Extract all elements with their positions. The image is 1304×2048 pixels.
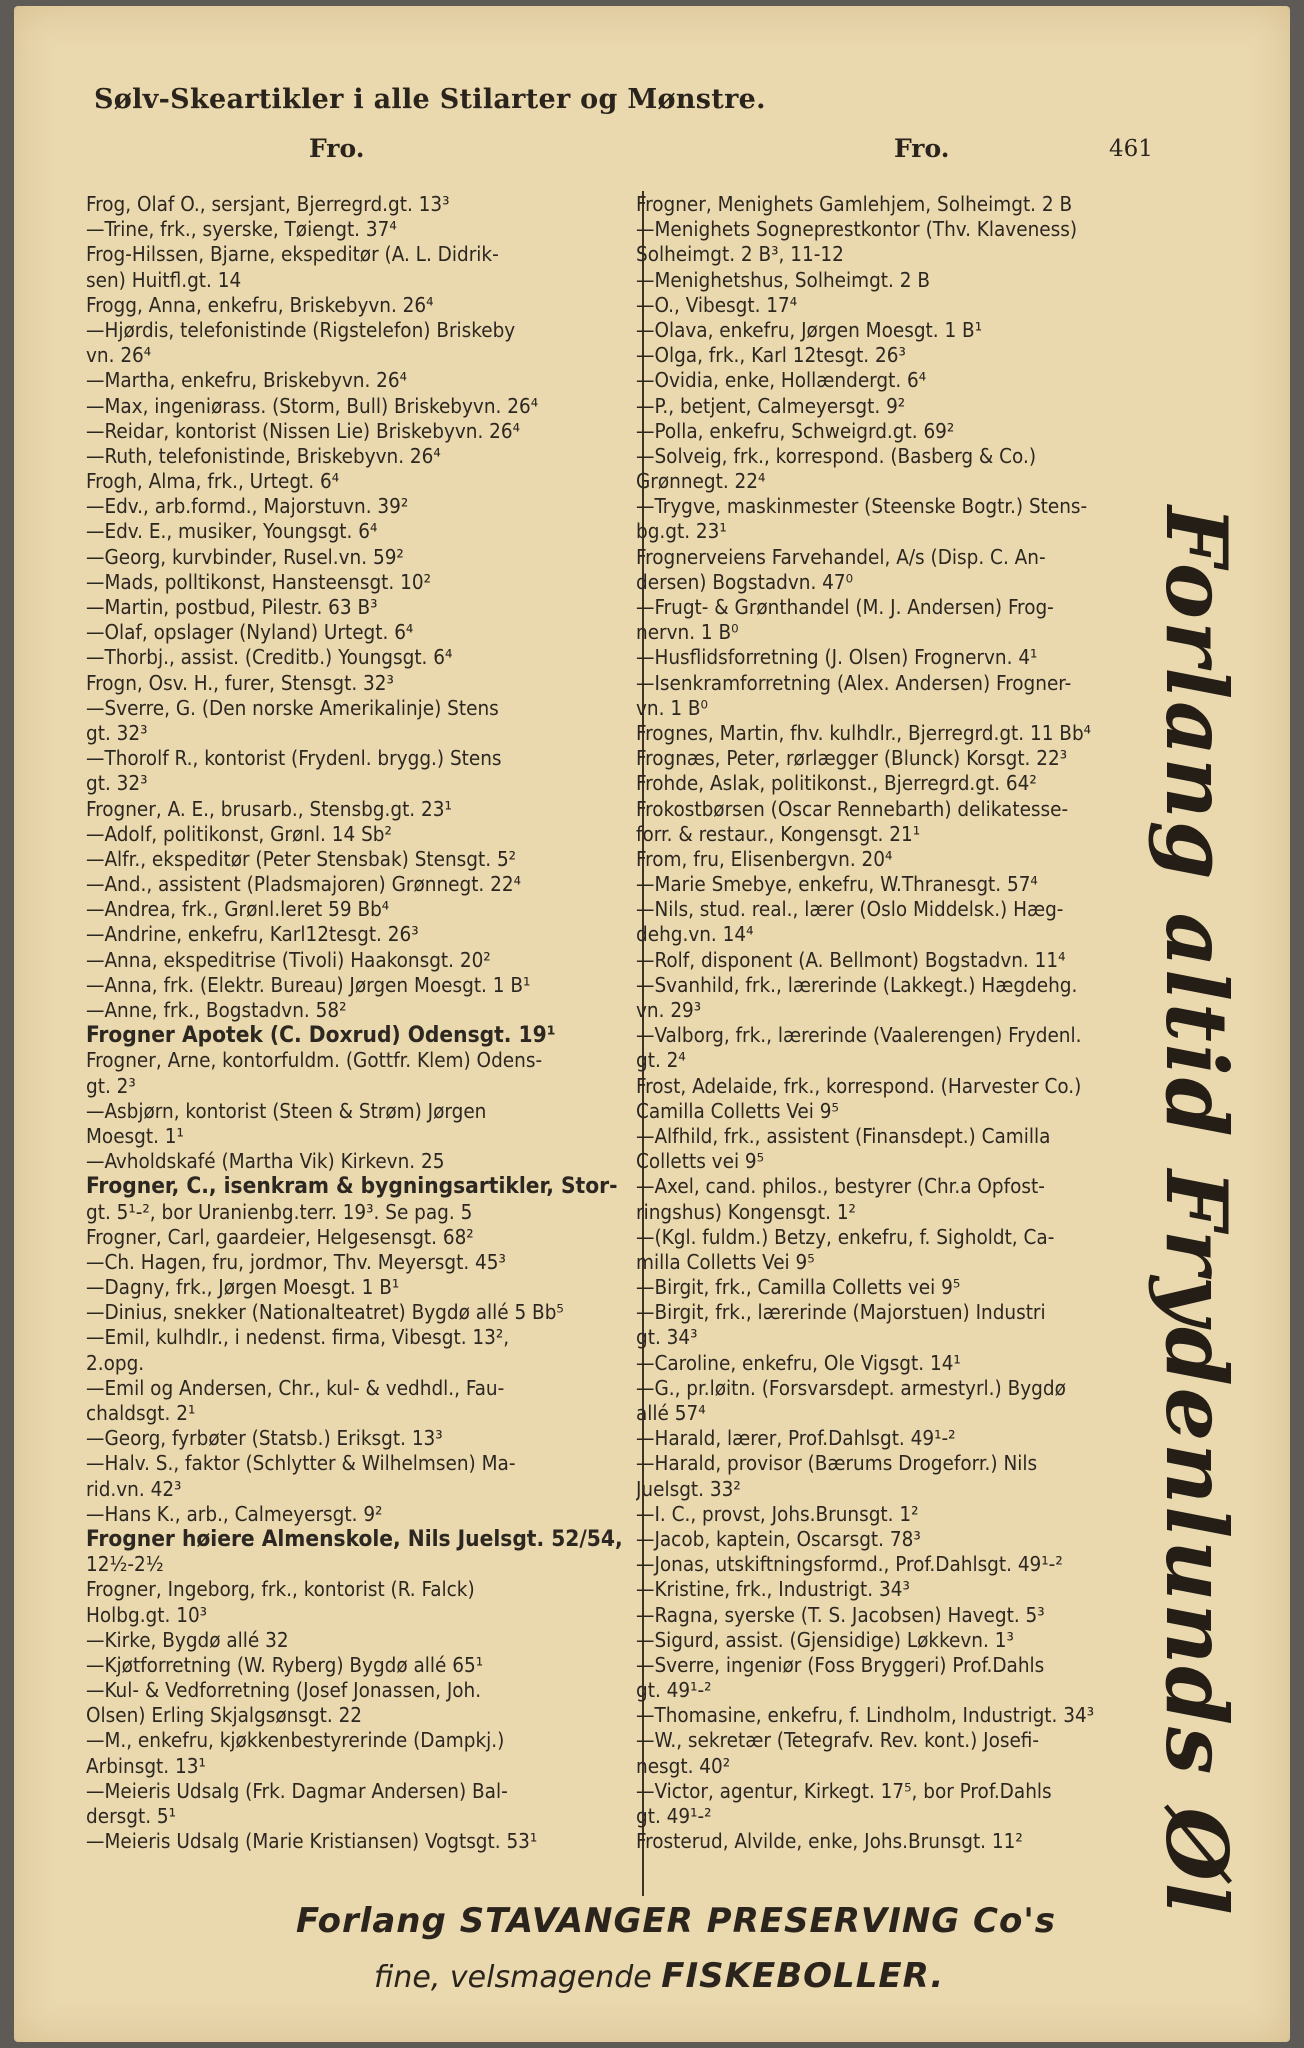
directory-entry-line: —Meieris Udsalg (Frk. Dagmar Andersen) Bal- [86, 1778, 508, 1803]
directory-entry-line: rid.vn. 42³ [86, 1476, 182, 1501]
directory-entry-line: —Edv., arb.formd., Majorstuvn. 39² [86, 494, 409, 519]
directory-entry-line: Frost, Adelaide, frk., korrespond. (Harvester Co.) [636, 1073, 1082, 1098]
directory-entry-line: —Kjøtforretning (W. Ryberg) Bygdø allé 65¹ [86, 1652, 484, 1677]
directory-entry-line: allé 57⁴ [636, 1401, 706, 1425]
directory-entry-line: —G., pr.løitn. (Forsvarsdept. armestyrl.) Bygdø [636, 1375, 1066, 1400]
bottom-advert-prefix: fine, velsmagende [374, 1960, 652, 1995]
left-column-heading: Fro. [309, 134, 365, 163]
directory-entry-line: —Sigurd, assist. (Gjensidige) Løkkevn. 1³ [636, 1627, 1014, 1652]
directory-entry-line: —Dinius, snekker (Nationalteatret) Bygdø allé 5 Bb⁵ [86, 1300, 564, 1325]
directory-entry-line: —O., Vibesgt. 17⁴ [636, 292, 798, 317]
directory-entry-line: —Alfhild, frk., assistent (Finansdept.) Camilla [636, 1123, 1051, 1148]
directory-entry-line: —(Kgl. fuldm.) Betzy, enkefru, f. Sigholdt, Ca- [636, 1224, 1055, 1249]
directory-entry-line: —Dagny, frk., Jørgen Moesgt. 1 B¹ [86, 1275, 400, 1300]
directory-entry-line: —Andrine, enkefru, Karl12tesgt. 26³ [86, 922, 419, 947]
directory-entry-line: —Rolf, disponent (A. Bellmont) Bogstadvn. 11⁴ [636, 947, 1066, 972]
directory-entry-line: —Frugt- & Grønthandel (M. J. Andersen) Frog- [636, 595, 1054, 619]
directory-entry-line: —Polla, enkefru, Schweigrd.gt. 69² [636, 418, 955, 443]
directory-entry-line: nesgt. 40² [636, 1753, 731, 1778]
directory-entry-line: —Husflidsforretning (J. Olsen) Frognervn. 4¹ [636, 645, 1038, 670]
directory-entry-line: —Valborg, frk., lærerinde (Vaalerengen) Frydenl. [636, 1023, 1082, 1048]
directory-entry-line: gt. 49¹-² [636, 1678, 712, 1703]
directory-entry-line: —Sverre, G. (Den norske Amerikalinje) Stens [86, 695, 499, 720]
directory-entry-line: Camilla Colletts Vei 9⁵ [636, 1098, 839, 1123]
page-number: 461 [1109, 136, 1153, 162]
directory-entry-line: dehg.vn. 14⁴ [636, 922, 754, 947]
directory-entry-line: —Asbjørn, kontorist (Steen & Strøm) Jørgen [86, 1098, 487, 1123]
directory-entry-line: bg.gt. 23¹ [636, 519, 727, 544]
directory-entry-line: From, fru, Elisenbergvn. 20⁴ [636, 846, 893, 871]
directory-entry-line: gt. 32³ [86, 771, 148, 796]
directory-entry-line: —Birgit, frk., Camilla Colletts vei 9⁵ [636, 1275, 961, 1300]
directory-entry-line: ringshus) Kongensgt. 1² [636, 1199, 856, 1224]
bottom-advert-line2 [374, 1956, 944, 1996]
directory-entry-line: gt. 34³ [636, 1325, 698, 1350]
directory-entry-line: —Olaf, opslager (Nyland) Urtegt. 6⁴ [86, 620, 414, 645]
directory-entry-line: Frosterud, Alvilde, enke, Johs.Brunsgt. 11² [636, 1829, 1023, 1854]
directory-entry-line: —Sverre, ingeniør (Foss Bryggeri) Prof.Dahls [636, 1652, 1045, 1677]
right-column [636, 192, 1186, 1854]
directory-entry-line: —Martin, postbud, Pilestr. 63 B³ [86, 595, 378, 619]
directory-entry-line: —Menighets Sogneprestkontor (Thv. Klaveness) [636, 217, 1078, 242]
directory-entry-line: —Mads, polltikonst, Hansteensgt. 10² [86, 569, 431, 594]
directory-entry-line: —Thorolf R., kontorist (Frydenl. brygg.) Stens [86, 746, 502, 771]
directory-entry-line: Frogner høiere Almenskole, Nils Juelsgt. 52/54, [86, 1526, 623, 1552]
directory-entry-line: —Svanhild, frk., lærerinde (Lakkegt.) Hægdehg. [636, 972, 1078, 997]
directory-entry-line: dersgt. 5¹ [86, 1804, 177, 1828]
directory-entry-line: vn. 29³ [636, 998, 702, 1022]
directory-entry-line: vn. 1 B⁰ [636, 695, 708, 720]
directory-entry-line: —Ovidia, enke, Hollændergt. 6⁴ [636, 368, 927, 393]
directory-entry-line: —Olava, enkefru, Jørgen Moesgt. 1 B¹ [636, 317, 983, 342]
directory-entry-line: gt. 5¹-², bor Uranienbg.terr. 19³. Se pag. 5 [86, 1199, 473, 1224]
directory-entry-line: —Edv. E., musiker, Youngsgt. 6⁴ [86, 519, 378, 544]
directory-entry-line: Grønnegt. 22⁴ [636, 469, 766, 494]
directory-entry-line: —W., sekretær (Tetegrafv. Rev. kont.) Josefi- [636, 1728, 1040, 1753]
directory-entry-line: —I. C., provst, Johs.Brunsgt. 1² [636, 1501, 919, 1526]
directory-entry-line: —Ch. Hagen, fru, jordmor, Thv. Meyersgt. 45³ [86, 1249, 506, 1274]
directory-entry-line: Frogn, Osv. H., furer, Stensgt. 32³ [86, 670, 394, 695]
directory-entry-line: Solheimgt. 2 B³, 11-12 [636, 242, 844, 267]
directory-entry-line: Colletts vei 9⁵ [636, 1149, 765, 1174]
directory-entry-line: —Trine, frk., syerske, Tøiengt. 37⁴ [86, 217, 397, 242]
directory-entry-line: —Anna, frk. (Elektr. Bureau) Jørgen Moesgt. 1 B¹ [86, 972, 531, 997]
directory-entry-line: Arbinsgt. 13¹ [86, 1753, 206, 1778]
directory-entry-line: gt. 2⁴ [636, 1048, 686, 1073]
directory-entry-line: —Halv. S., faktor (Schlytter & Wilhelmsen) Ma- [86, 1451, 516, 1476]
directory-entry-line: dersen) Bogstadvn. 47⁰ [636, 569, 854, 594]
directory-entry-line: nervn. 1 B⁰ [636, 620, 739, 645]
directory-entry-line: gt. 2³ [86, 1073, 136, 1098]
side-advert: Forlang altid Frydenlunds Øl [1147, 506, 1246, 1917]
directory-entry-line: —Jacob, kaptein, Oscarsgt. 78³ [636, 1526, 921, 1551]
directory-entry-line: —Avholdskafé (Martha Vik) Kirkevn. 25 [86, 1149, 445, 1174]
directory-entry-line: —Emil, kulhdlr., i nedenst. firma, Vibesgt. 13², [86, 1325, 510, 1350]
directory-entry-line: —Anna, ekspeditrise (Tivoli) Haakonsgt. 20² [86, 947, 491, 972]
directory-entry-line: —Anne, frk., Bogstadvn. 58² [86, 998, 347, 1022]
directory-entry-line: —Ragna, syerske (T. S. Jacobsen) Havegt. 5³ [636, 1602, 1045, 1627]
right-column-heading: Fro. [894, 134, 950, 163]
advert-headline: Sølv-Skeartikler i alle Stilarter og Mønstre. [94, 84, 766, 115]
directory-entry-line: —Trygve, maskinmester (Steenske Bogtr.) Stens- [636, 494, 1088, 519]
directory-entry-line: Frokostbørsen (Oscar Rennebarth) delikatesse- [636, 796, 1069, 821]
directory-entry-line: Frogg, Anna, enkefru, Briskebyvn. 26⁴ [86, 292, 434, 317]
directory-entry-line: —Harald, lærer, Prof.Dahlsgt. 49¹-² [636, 1426, 956, 1451]
bottom-advert-product: FISKEBOLLER. [661, 1956, 945, 1996]
directory-entry-line: Frog-Hilssen, Bjarne, ekspeditør (A. L. Didrik- [86, 242, 499, 267]
directory-entry-line: —Thomasine, enkefru, f. Lindholm, Industrigt. 34³ [636, 1703, 1095, 1728]
directory-entry-line: Frogner, Menighets Gamlehjem, Solheimgt. 2 B [636, 192, 1073, 216]
directory-entry-line: —Olga, frk., Karl 12tesgt. 26³ [636, 343, 906, 368]
directory-entry-line: Frogner, Carl, gaardeier, Helgesensgt. 68² [86, 1224, 474, 1249]
directory-entry-line: —Georg, fyrbøter (Statsb.) Eriksgt. 13³ [86, 1426, 443, 1451]
directory-entry-line: —Harald, provisor (Bærums Drogeforr.) Nils [636, 1451, 1038, 1476]
directory-entry-line: 12½-2½ [86, 1552, 164, 1577]
directory-entry-line: Frohde, Aslak, politikonst., Bjerregrd.gt. 64² [636, 771, 1037, 796]
directory-entry-line: Frogner, A. E., brusarb., Stensbg.gt. 23¹ [86, 796, 452, 821]
directory-entry-line: —Isenkramforretning (Alex. Andersen) Frogner- [636, 670, 1072, 695]
directory-entry-line: —Ruth, telefonistinde, Briskebyvn. 26⁴ [86, 443, 441, 468]
directory-entry-line: —Max, ingeniørass. (Storm, Bull) Briskebyvn. 26⁴ [86, 393, 539, 418]
directory-entry-line: chaldsgt. 2¹ [86, 1401, 196, 1425]
directory-entry-line: —Emil og Andersen, Chr., kul- & vedhdl., Fau- [86, 1375, 505, 1400]
directory-entry-line: —Birgit, frk., lærerinde (Majorstuen) Industri [636, 1300, 1046, 1325]
directory-entry-line: Holbg.gt. 10³ [86, 1602, 208, 1627]
directory-entry-line: Frogner, Ingeborg, frk., kontorist (R. Falck) [86, 1577, 475, 1602]
directory-entry-line: —M., enkefru, kjøkkenbestyrerinde (Dampkj.) [86, 1728, 505, 1753]
directory-entry-line: —Hans K., arb., Calmeyersgt. 9² [86, 1501, 383, 1526]
directory-entry-line: Frognæs, Peter, rørlægger (Blunck) Korsgt. 22³ [636, 746, 1068, 771]
directory-entry-line: —Thorbj., assist. (Creditb.) Youngsgt. 6⁴ [86, 645, 453, 670]
directory-entry-line: Frognerveiens Farvehandel, A/s (Disp. C. An- [636, 544, 1046, 569]
directory-entry-line: Frog, Olaf O., sersjant, Bjerregrd.gt. 13³ [86, 192, 450, 216]
directory-entry-line: —Kirke, Bygdø allé 32 [86, 1627, 289, 1652]
directory-entry-line: Juelsgt. 33² [636, 1476, 741, 1501]
directory-entry-line: —Caroline, enkefru, Ole Vigsgt. 14¹ [636, 1350, 961, 1375]
directory-entry-line: —Meieris Udsalg (Marie Kristiansen) Vogtsgt. 53¹ [86, 1829, 538, 1854]
directory-entry-line: gt. 49¹-² [636, 1804, 712, 1828]
directory-entry-line: milla Colletts Vei 9⁵ [636, 1249, 815, 1274]
directory-entry-line: forr. & restaur., Kongensgt. 21¹ [636, 821, 921, 846]
directory-entry-line: Frogner, C., isenkram & bygningsartikler, Stor- [86, 1174, 618, 1200]
directory-entry-line: vn. 26⁴ [86, 343, 152, 368]
directory-entry-line: Frognes, Martin, fhv. kulhdlr., Bjerregrd.gt. 11 Bb⁴ [636, 720, 1092, 745]
directory-entry-line: —Nils, stud. real., lærer (Oslo Middelsk.) Hæg- [636, 897, 1064, 922]
directory-entry-line: —Solveig, frk., korrespond. (Basberg & Co.) [636, 443, 1037, 468]
directory-entry-line: —Jonas, utskiftningsformd., Prof.Dahlsgt. 49¹-² [636, 1552, 1063, 1577]
directory-entry-line: —And., assistent (Pladsmajoren) Grønnegt. 22⁴ [86, 872, 521, 897]
directory-entry-line: —Axel, cand. philos., bestyrer (Chr.a Opfost- [636, 1174, 1045, 1199]
directory-entry-line: —P., betjent, Calmeyersgt. 9² [636, 393, 906, 418]
directory-entry-line: —Kristine, frk., Industrigt. 34³ [636, 1577, 910, 1602]
directory-entry-line: Frogh, Alma, frk., Urtegt. 6⁴ [86, 469, 340, 494]
directory-entry-line: —Andrea, frk., Grønl.leret 59 Bb⁴ [86, 897, 390, 922]
directory-entry-line: —Victor, agentur, Kirkegt. 17⁵, bor Prof.Dahls [636, 1778, 1052, 1803]
directory-entry-line: —Marie Smebye, enkefru, W.Thranesgt. 57⁴ [636, 872, 1038, 897]
directory-entry-line: —Alfr., ekspeditør (Peter Stensbak) Stensgt. 5² [86, 846, 517, 871]
directory-entry-line: —Adolf, politikonst, Grønl. 14 Sb² [86, 821, 392, 846]
directory-entry-line: gt. 32³ [86, 720, 148, 745]
bottom-advert-line1: Forlang STAVANGER PRESERVING Co's [296, 1901, 1056, 1941]
directory-entry-line: —Martha, enkefru, Briskebyvn. 26⁴ [86, 368, 408, 393]
directory-entry-line: —Menighetshus, Solheimgt. 2 B [636, 267, 930, 292]
directory-page [14, 6, 1290, 2042]
directory-entry-line: —Hjørdis, telefonistinde (Rigstelefon) Briskeby [86, 317, 516, 342]
directory-entry-line: —Georg, kurvbinder, Rusel.vn. 59² [86, 544, 404, 569]
directory-entry-line: —Reidar, kontorist (Nissen Lie) Briskebyvn. 26⁴ [86, 418, 521, 443]
directory-entry-line: Frogner Apotek (C. Doxrud) Odensgt. 19¹ [86, 1023, 556, 1049]
directory-entry-line: 2.opg. [86, 1350, 145, 1375]
left-column [86, 192, 634, 1854]
directory-entry-line: Moesgt. 1¹ [86, 1123, 184, 1148]
directory-entry-line: sen) Huitfl.gt. 14 [86, 267, 242, 292]
directory-entry-line: Olsen) Erling Skjalgsønsgt. 22 [86, 1703, 363, 1728]
directory-entry-line: —Kul- & Vedforretning (Josef Jonassen, Joh. [86, 1678, 482, 1703]
directory-entry-line: Frogner, Arne, kontorfuldm. (Gottfr. Klem) Odens- [86, 1048, 543, 1073]
